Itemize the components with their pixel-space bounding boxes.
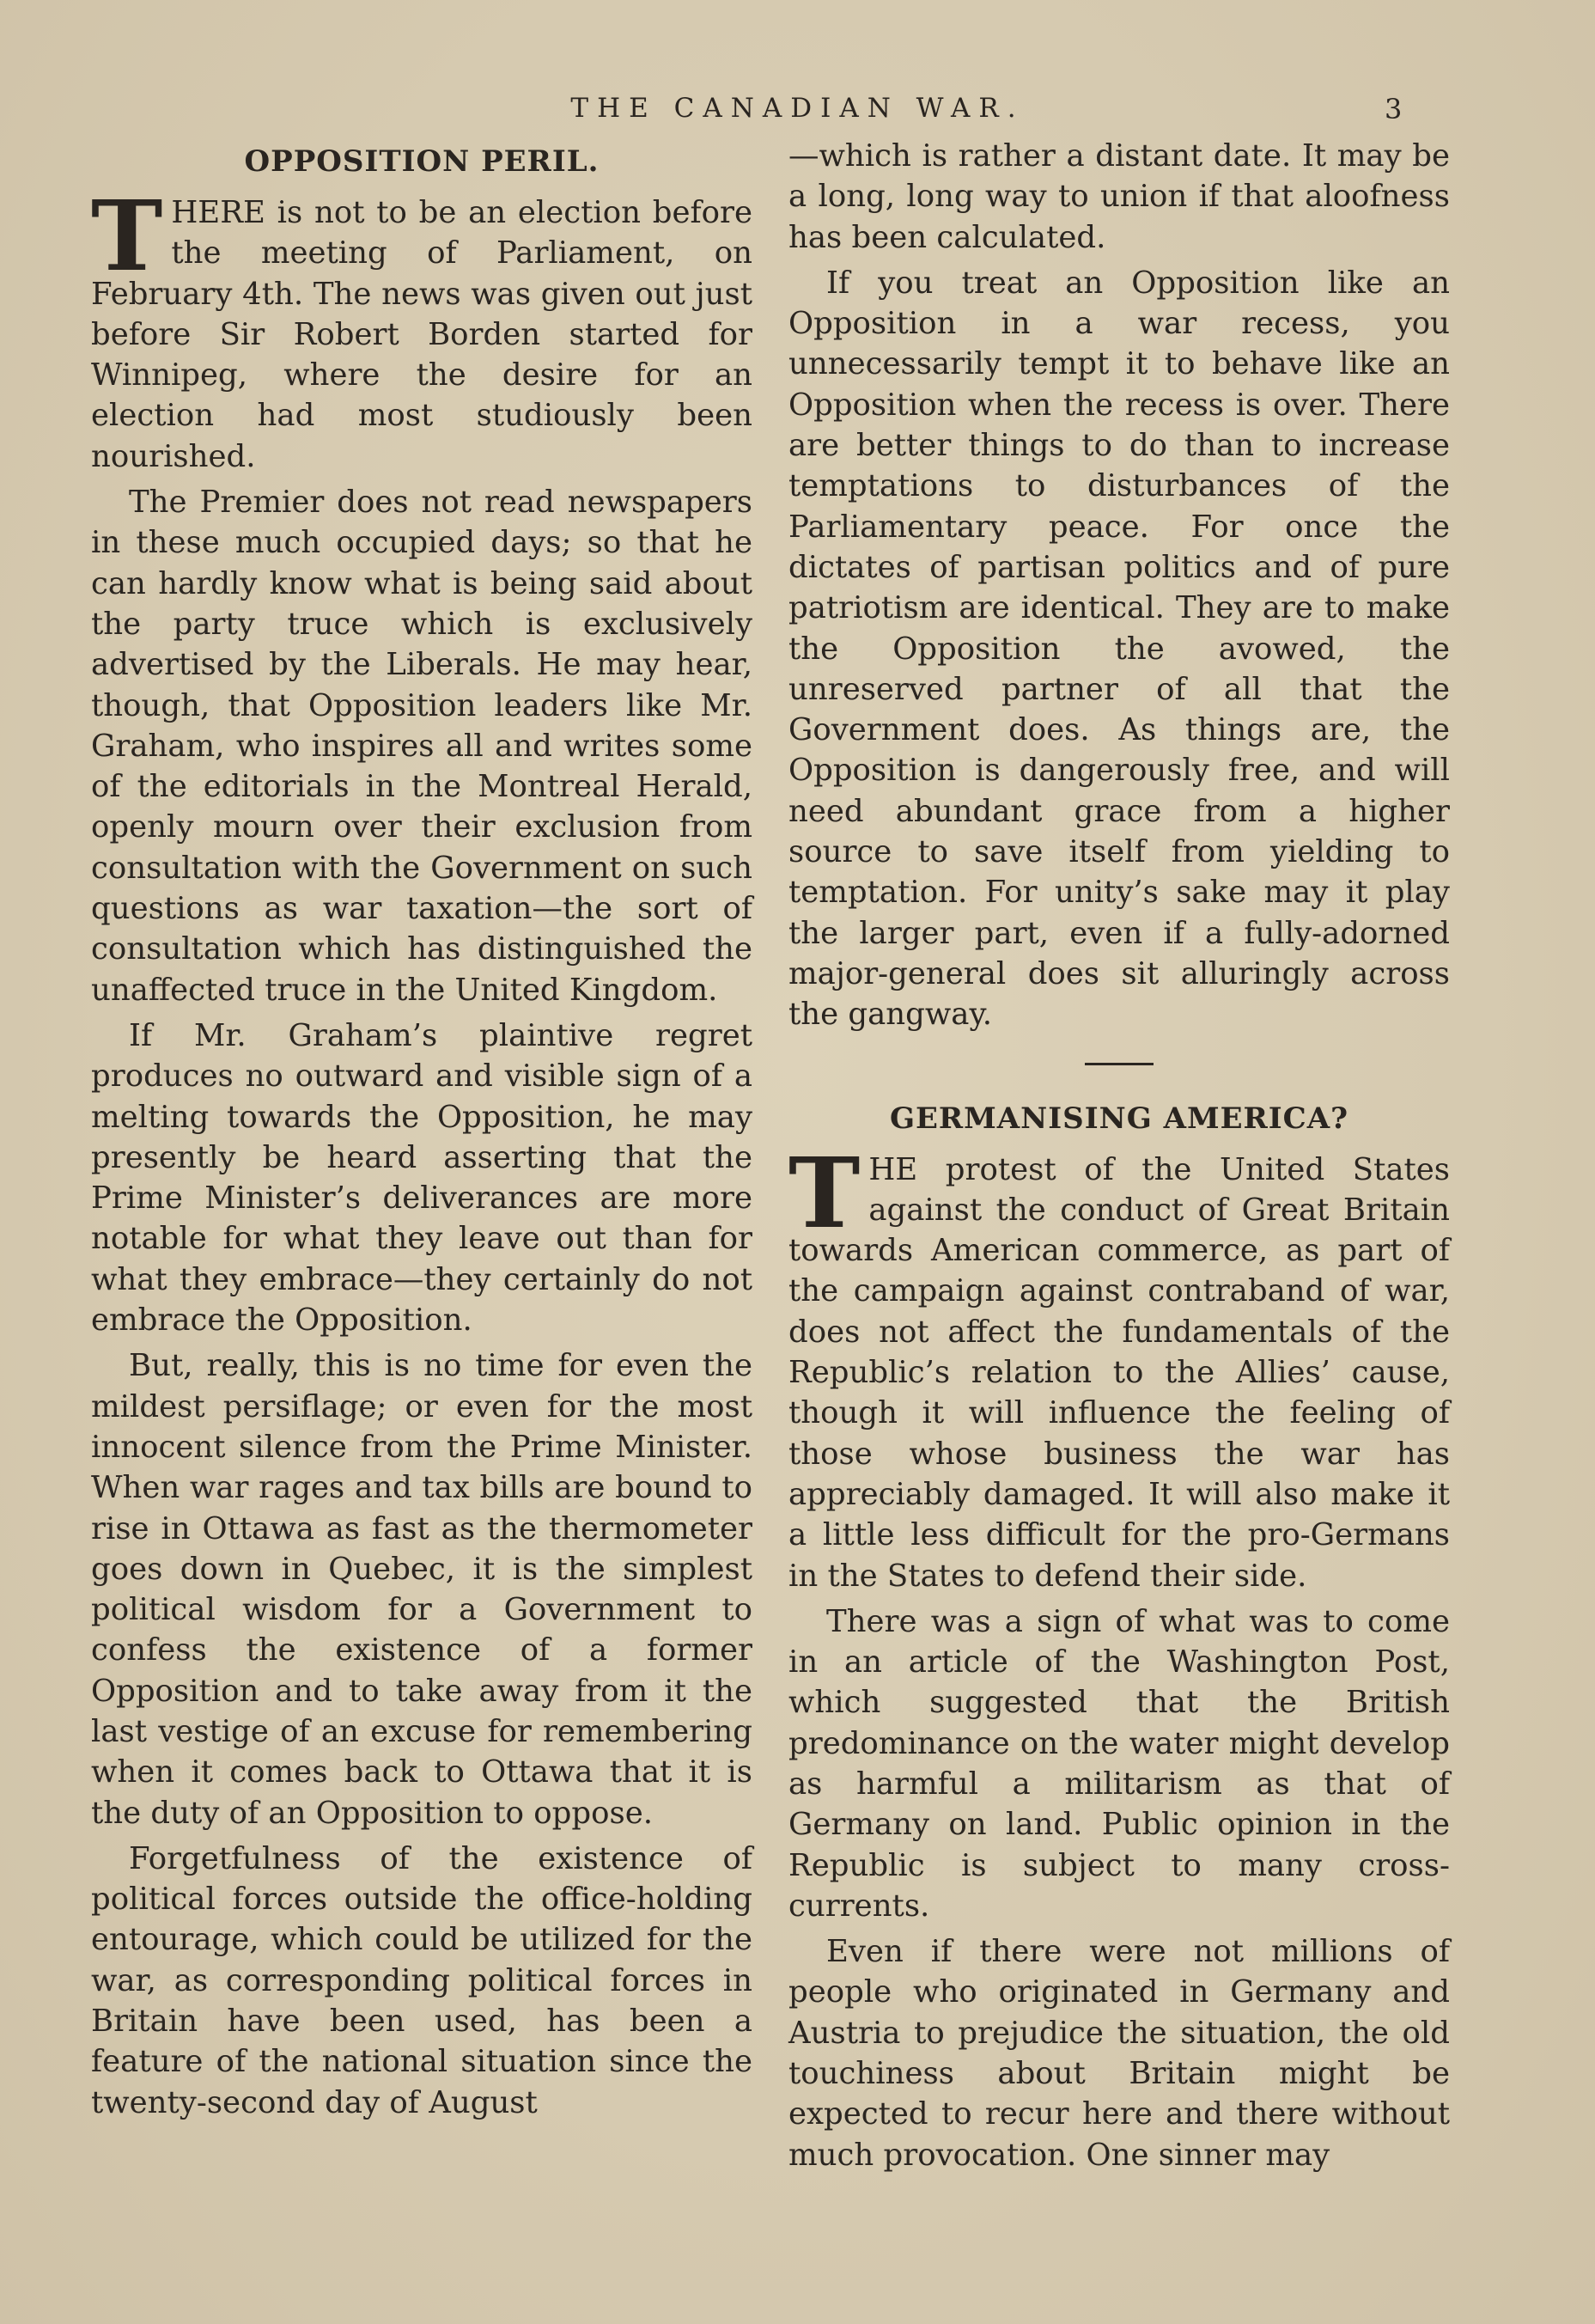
article-paragraph-continued: —which is rather a distant date. It may be a long, long way to union if that aloofness has been calculated. bbox=[788, 138, 1450, 255]
article-paragraph: If you treat an Opposition like an Opposition in a war recess, you unnecessarily tempt it to behave like an Opposition when the recess is over. There are better things to do than to increase temptations to disturbances of the Parliamentary peace. For once the dictates of partisan politics and of pure patriotism are identical. They are to make the Opposition the avowed, the unreserved partner of all that the Government does. As things are, the Opposition is dangerously free, and will need abundant grace from a higher source to save itself from yielding to temptation. For unity’s sake may it play the larger part, even if a fully-adorned major-general does sit alluringly across the gangway. bbox=[788, 265, 1450, 1033]
running-title: THE CANADIAN WAR. bbox=[570, 93, 1025, 124]
article-paragraph: But, really, this is no time for even the mildest persiflage; or even for the most innocent silence from the Prime Minister. When war rages and tax bills are bound to rise in Ottawa as fast as the thermometer goes down in Quebec, it is the simplest political wisdom for a Government to confess the existence of a former Opposition and to take away from it the last vestige of an excuse for remembering when it comes back to Ottawa that it is the duty of an Opposition to oppose. bbox=[91, 1348, 752, 1831]
article-heading-germanising-america: GERMANISING AMERICA? bbox=[889, 1101, 1349, 1136]
article-paragraph bbox=[91, 180, 752, 477]
article-paragraph: Forgetfulness of the existence of political forces outside the office-holding entourage, which could be utilized for the war, as corresponding political forces in Britain have been used, has been a feature of the national situation since the twenty-second day of August bbox=[91, 1840, 752, 2120]
left-column bbox=[91, 136, 752, 2128]
article-paragraph: There was a sign of what was to come in an article of the Washington Post, which suggested that the British predominance on the water might develop as harmful a militarism as that of Germany on land. Public opinion in the Republic is subject to many cross-currents. bbox=[788, 1603, 1450, 1924]
running-head bbox=[0, 93, 1595, 136]
drop-cap: T bbox=[91, 180, 163, 293]
article-paragraph bbox=[788, 1137, 1450, 1596]
section-divider bbox=[1085, 1063, 1154, 1065]
article-paragraph: The Premier does not read newspapers in these much occupied days; so that he can hardly know what is being said about the party truce which is exclusively advertised by the Liberals. He may hear, though, that Opposition leaders like Mr. Graham, who inspires all and writes some of the editorials in the Montreal Herald, openly mourn over their exclusion from consultation with the Government on such questions as war taxation—the sort of consultation which has distinguished the unaffected truce in the United Kingdom. bbox=[91, 485, 752, 1008]
page-number: 3 bbox=[1385, 93, 1403, 125]
article-heading-opposition-peril: OPPOSITION PERIL. bbox=[244, 144, 600, 179]
paragraph-text: HERE is not to be an election before the meeting of Parliament, on February 4th. The news was given out just before Sir Robert Borden started for Winnipeg, where the desire for an election had most studiously been nourished. bbox=[91, 195, 752, 474]
article-paragraph: Even if there were not millions of people who originated in Germany and Austria to prejudice the situation, the old touchiness about Britain might be expected to recur here and there without much provocation. One sinner may bbox=[788, 1934, 1450, 2173]
article-paragraph: If Mr. Graham’s plaintive regret produces no outward and visible sign of a melting towards the Opposition, he may presently be heard asserting that the Prime Minister’s deliverances are more notable for what they leave out than for what they embrace—they certainly do not embrace the Opposition. bbox=[91, 1017, 752, 1339]
drop-cap: T bbox=[788, 1137, 861, 1250]
paragraph-text: HE protest of the United States against the conduct of Great Britain towards American commerce, as part of the campaign against contraband of war, does not affect the fundamentals of the Republic’s relation to the Allies’ cause, though it will influence the feeling of those whose business the war has appreciably damaged. It will also make it a little less difficult for the pro-Germans in the States to defend their side. bbox=[788, 1151, 1450, 1594]
right-column bbox=[788, 136, 1450, 2181]
